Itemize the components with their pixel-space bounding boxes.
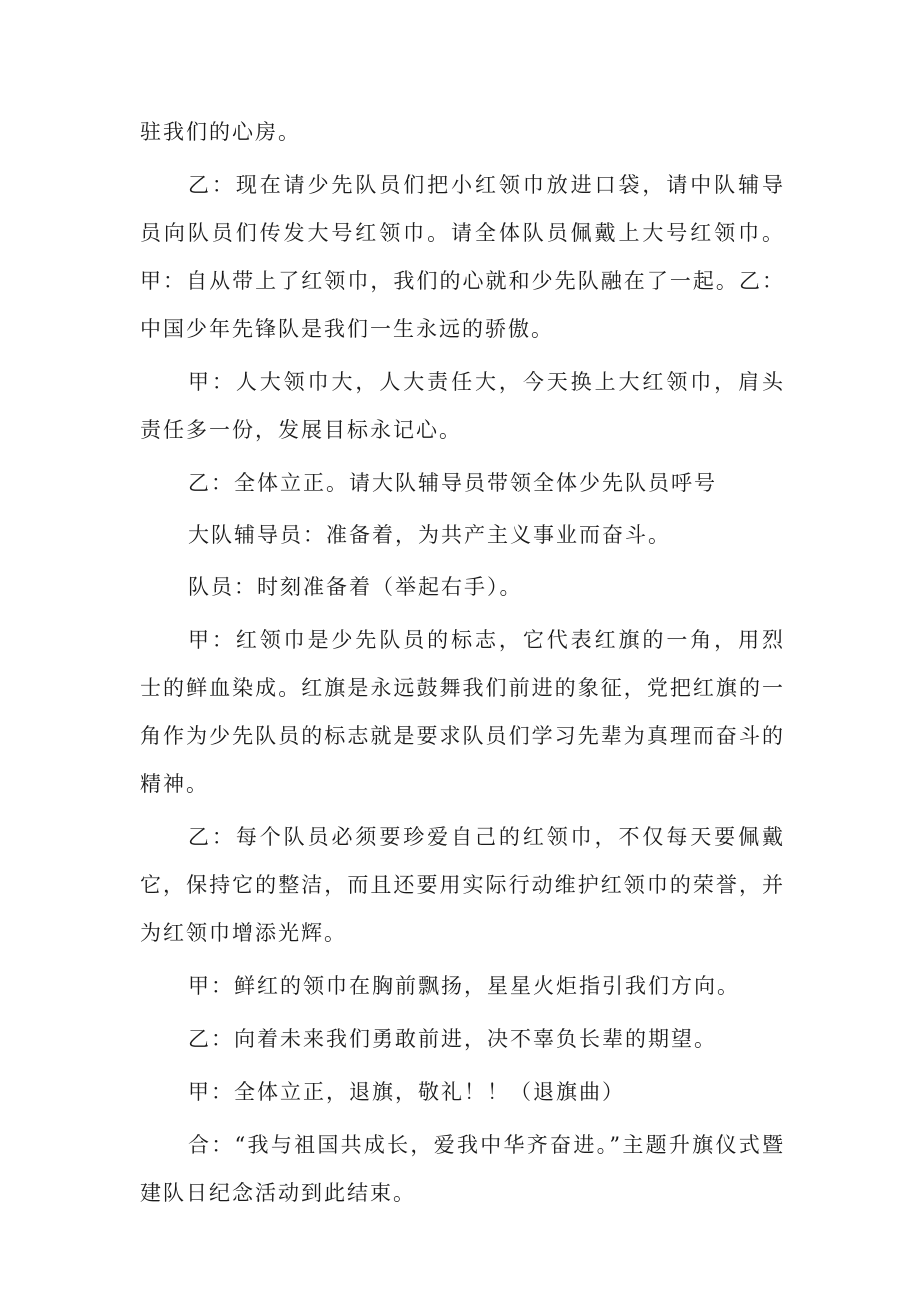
paragraph-12: 合：“我与祖国共成长，爱我中华齐奋进。”主题升旗仪式暨建队日纪念活动到此结束。 <box>140 1133 785 1205</box>
paragraph-6: 队员：时刻准备着（举起右手）。 <box>188 575 523 599</box>
paragraph-7: 甲：红领巾是少先队员的标志，它代表红旗的一角，用烈士的鲜血染成。红旗是永远鼓舞我们前进的象征，党把红旗的一角作为少先队员的标志就是要求队员们学习先辈为真理而奋斗的精神。 <box>140 628 785 796</box>
paragraph-5: 大队辅导员：准备着，为共产主义事业而奋斗。 <box>188 523 671 547</box>
paragraph-4: 乙：全体立正。请大队辅导员带领全体少先队员呼号 <box>188 471 717 495</box>
paragraph-8: 乙：每个队员必须要珍爱自己的红领巾，不仅每天要佩戴它，保持它的整洁，而且还要用实际行动维护红领巾的荣誉，并为红领巾增添光辉。 <box>140 825 785 945</box>
document-body <box>140 108 785 1222</box>
paragraph-2: 乙：现在请少先队员们把小红领巾放进口袋，请中队辅导员向队员们传发大号红领巾。请全体队员佩戴上大号红领巾。甲：自从带上了红领巾，我们的心就和少先队融在了一起。乙：中国少年先锋队是我们一生永远的骄傲。 <box>140 173 785 341</box>
paragraph-10: 乙：向着未来我们勇敢前进，决不辜负长辈的期望。 <box>188 1027 717 1051</box>
paragraph-11: 甲：全体立正，退旗，敬礼！！（退旗曲） <box>188 1080 625 1104</box>
paragraph-1: 驻我们的心房。 <box>140 120 301 144</box>
paragraph-3: 甲：人大领巾大，人大责任大，今天换上大红领巾，肩头责任多一份，发展目标永记心。 <box>140 370 785 442</box>
paragraph-9: 甲：鲜红的领巾在胸前飘扬，星星火炬指引我们方向。 <box>188 974 740 998</box>
